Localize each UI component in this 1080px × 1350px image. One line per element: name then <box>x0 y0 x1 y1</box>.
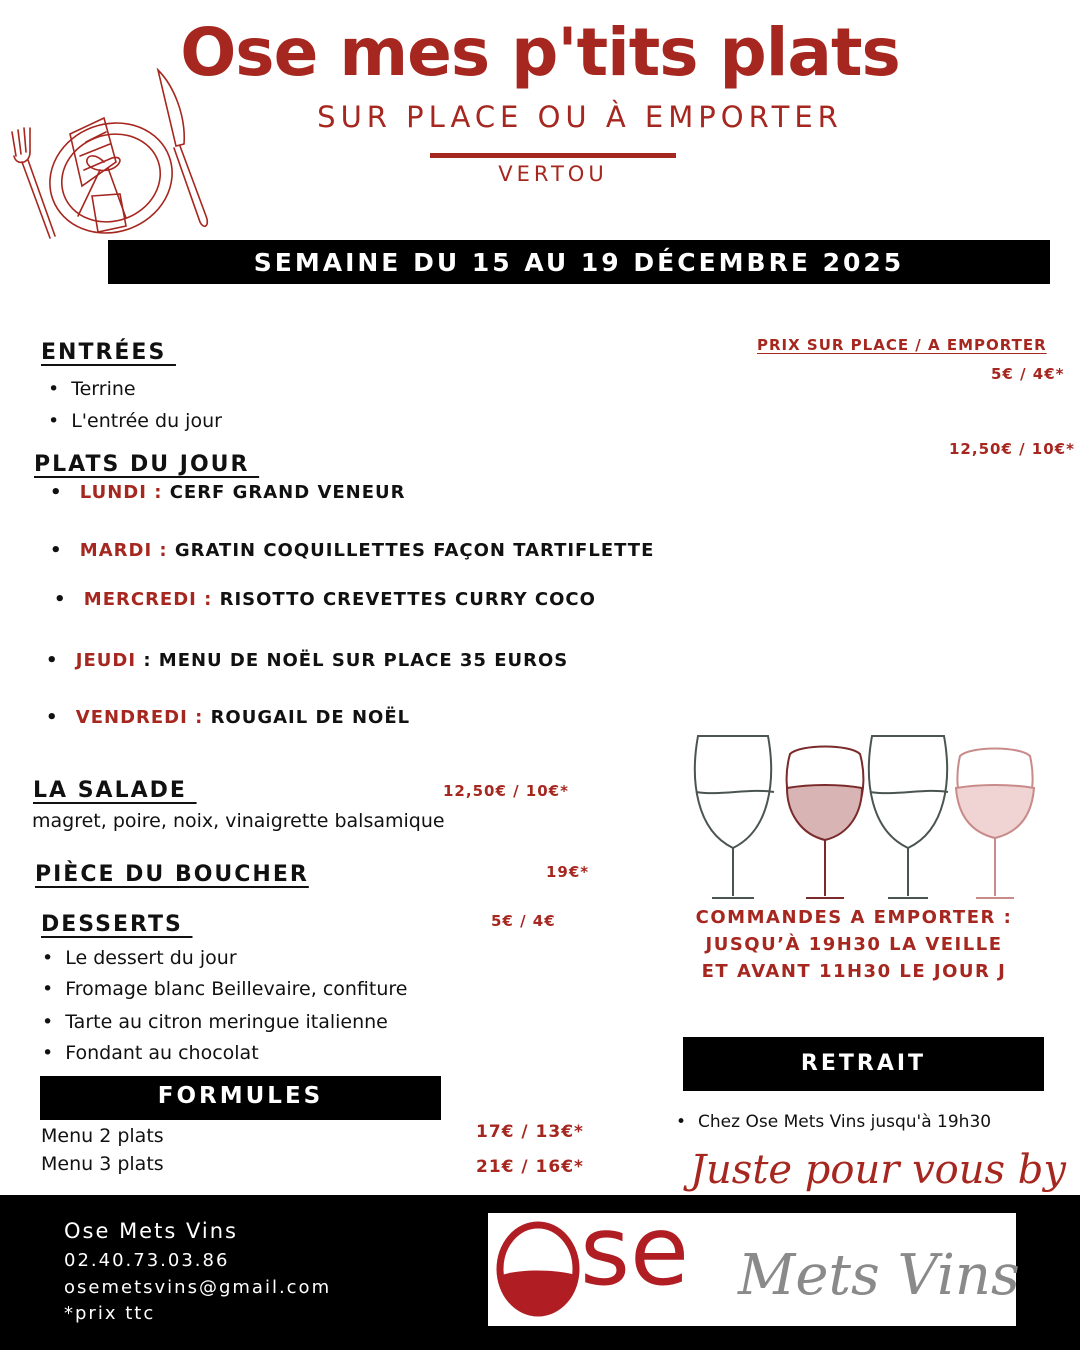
list-item: • Fondant au chocolat <box>42 1042 259 1064</box>
list-item: • Tarte au citron meringue italienne <box>42 1011 388 1033</box>
week-banner: SEMAINE DU 15 AU 19 DÉCEMBRE 2025 <box>108 240 1050 284</box>
retrait-item: • Chez Ose Mets Vins jusqu'à 19h30 <box>676 1112 991 1132</box>
salade-description: magret, poire, noix, vinaigrette balsamique <box>32 810 445 832</box>
formule-price: 21€ / 16€* <box>476 1157 584 1177</box>
logo-mets-vins-text: Mets Vins <box>738 1243 1020 1308</box>
city-label: VERTOU <box>498 162 608 186</box>
plats-heading: PLATS DU JOUR <box>34 452 260 477</box>
boucher-heading: PIÈCE DU BOUCHER <box>35 862 309 887</box>
entrees-heading: ENTRÉES <box>41 340 176 365</box>
formule-label: Menu 2 plats <box>41 1125 164 1147</box>
price-header: PRIX SUR PLACE / A EMPORTER <box>757 336 1047 354</box>
day-item-mercredi <box>54 589 596 610</box>
footer-name: Ose Mets Vins <box>64 1219 238 1243</box>
desserts-heading: DESSERTS <box>41 912 193 937</box>
plats-price: 12,50€ / 10€* <box>949 440 1075 458</box>
formule-label: Menu 3 plats <box>41 1153 164 1175</box>
boucher-price: 19€* <box>546 863 590 881</box>
day-label: MARDI : <box>79 540 175 561</box>
day-label: VENDREDI : <box>75 707 211 728</box>
page-title: Ose mes p'tits plats <box>180 14 900 91</box>
list-item: • Terrine <box>48 378 136 400</box>
retrait-banner: RETRAIT <box>683 1037 1044 1091</box>
day-item-jeudi <box>46 650 568 671</box>
dish-label: : MENU DE NOËL SUR PLACE 35 EUROS <box>136 650 569 671</box>
logo-ose-text: se <box>580 1195 690 1307</box>
orders-line: JUSQU’À 19H30 LA VEILLE <box>705 934 1003 955</box>
footer-note: *prix ttc <box>64 1303 156 1324</box>
page-subtitle: SUR PLACE OU À EMPORTER <box>317 100 843 134</box>
day-item-mardi <box>50 540 654 561</box>
entrees-price: 5€ / 4€* <box>991 365 1065 383</box>
divider-line <box>430 153 676 158</box>
brand-logo <box>488 1195 1020 1326</box>
footer-email: osemetsvins@gmail.com <box>64 1277 332 1298</box>
day-label: JEUDI <box>75 650 137 671</box>
desserts-price: 5€ / 4€ <box>491 912 556 930</box>
dish-label: RISOTTO CREVETTES CURRY COCO <box>219 589 596 610</box>
day-label: MERCREDI : <box>83 589 220 610</box>
orders-info <box>660 904 1048 985</box>
footer-phone: 02.40.73.03.86 <box>64 1250 230 1271</box>
list-item: • Fromage blanc Beillevaire, confiture <box>42 978 407 1000</box>
dish-label: GRATIN COQUILLETTES FAÇON TARTIFLETTE <box>174 540 655 561</box>
list-item: • L'entrée du jour <box>48 410 222 432</box>
salade-heading: LA SALADE <box>33 778 197 803</box>
day-item-lundi <box>50 482 406 503</box>
salade-price: 12,50€ / 10€* <box>443 782 569 800</box>
logo-o-icon <box>494 1217 584 1321</box>
plate-cutlery-icon <box>8 66 223 241</box>
day-item-vendredi <box>46 707 410 728</box>
day-label: LUNDI : <box>79 482 170 503</box>
formule-price: 17€ / 13€* <box>476 1122 584 1142</box>
dish-label: ROUGAIL DE NOËL <box>210 707 411 728</box>
orders-line: ET AVANT 11H30 LE JOUR J <box>701 961 1007 982</box>
orders-line: COMMANDES A EMPORTER : <box>695 907 1013 928</box>
tagline: Juste pour vous by <box>690 1147 1066 1193</box>
list-item: • Le dessert du jour <box>42 947 237 969</box>
wine-glasses-icon <box>690 730 1040 902</box>
formules-banner: FORMULES <box>40 1076 441 1120</box>
dish-label: CERF GRAND VENEUR <box>169 482 406 503</box>
